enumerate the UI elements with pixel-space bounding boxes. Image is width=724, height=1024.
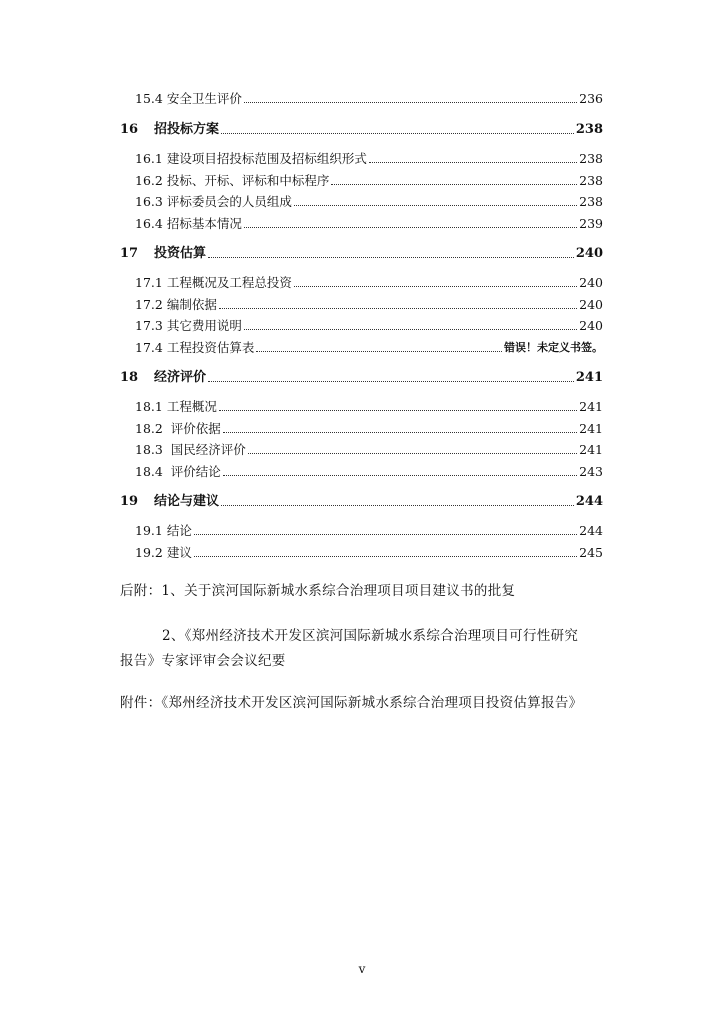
toc-leader — [194, 556, 577, 557]
toc-title: 评价依据 — [166, 421, 221, 436]
toc-number: 17 — [120, 246, 139, 261]
toc-page: 245 — [579, 545, 603, 560]
toc-number: 16.3 — [135, 194, 163, 209]
toc-number: 19.1 — [135, 523, 163, 538]
toc-number: 17.1 — [135, 275, 163, 290]
toc-page: 241 — [579, 421, 603, 436]
toc-leader — [221, 133, 574, 134]
attachment-line: 附件：《郑州经济技术开发区滨河国际新城水系综合治理项目投资估算报告》 — [120, 695, 583, 711]
toc-leader — [219, 308, 577, 309]
toc-page: 236 — [579, 91, 603, 106]
toc-title: 编制依据 — [166, 297, 217, 312]
toc-number: 16.4 — [135, 216, 163, 231]
toc-entry-18-1[interactable] — [120, 396, 603, 416]
toc-title: 评标委员会的人员组成 — [166, 194, 292, 209]
toc-entry-16-4[interactable] — [120, 213, 603, 233]
toc-number: 18.3 — [135, 442, 163, 457]
toc-leader — [219, 410, 577, 411]
toc-page-error: 错误！未定义书签。 — [504, 341, 603, 354]
toc-number: 16.1 — [135, 151, 163, 166]
toc-title: 招标基本情况 — [166, 216, 242, 231]
toc-number: 18.4 — [135, 464, 163, 479]
toc-leader — [194, 534, 577, 535]
toc-entry-17-1[interactable] — [120, 272, 603, 292]
toc-title: 安全卫生评价 — [166, 91, 242, 106]
toc-entry-18-3[interactable] — [120, 439, 603, 459]
toc-leader — [331, 184, 577, 185]
toc-entry-16-1[interactable] — [120, 148, 603, 168]
toc-page: 240 — [579, 318, 603, 333]
toc-entry-17[interactable] — [120, 243, 603, 263]
toc-leader — [223, 475, 577, 476]
toc-page: 244 — [579, 523, 603, 538]
toc-page: 240 — [575, 246, 603, 261]
toc-entry-19-1[interactable] — [120, 520, 603, 540]
toc-page: 238 — [575, 122, 603, 137]
page-number: v — [358, 962, 366, 976]
toc-page: 240 — [579, 297, 603, 312]
toc-entry-17-4[interactable] — [120, 337, 603, 357]
toc-entry-19[interactable] — [120, 491, 603, 511]
toc-title: 结论与建议 — [154, 494, 220, 509]
toc-title: 工程概况 — [166, 399, 217, 414]
toc-page: 239 — [579, 216, 603, 231]
toc-leader — [221, 505, 574, 506]
toc-number: 16 — [120, 122, 139, 137]
toc-entry-18-4[interactable] — [120, 461, 603, 481]
toc-page: 243 — [579, 464, 603, 479]
toc-title: 建设项目招投标范围及招标组织形式 — [166, 151, 367, 166]
toc-leader — [244, 227, 577, 228]
toc-title: 国民经济评价 — [166, 442, 246, 457]
toc-title: 投资估算 — [154, 246, 207, 261]
toc-entry-19-2[interactable] — [120, 542, 603, 562]
toc-title: 结论 — [166, 523, 192, 538]
toc-number: 17.4 — [135, 340, 163, 355]
toc-title: 建议 — [166, 545, 192, 560]
toc-leader — [248, 453, 577, 454]
toc-number: 18 — [120, 370, 139, 385]
appendix-line-3: 报告》专家评审会会议纪要 — [120, 653, 286, 669]
toc-entry-18[interactable] — [120, 367, 603, 387]
toc-title: 其它费用说明 — [166, 318, 242, 333]
toc-page: 238 — [579, 151, 603, 166]
toc-page: 240 — [579, 275, 603, 290]
toc-number: 17.2 — [135, 297, 163, 312]
toc-page: 241 — [579, 399, 603, 414]
toc-entry-17-2[interactable] — [120, 294, 603, 314]
toc-title: 投标、开标、评标和中标程序 — [166, 173, 330, 188]
toc-leader — [223, 432, 577, 433]
toc-number: 19 — [120, 494, 139, 509]
toc-title: 经济评价 — [154, 370, 207, 385]
toc-entry-16-3[interactable] — [120, 191, 603, 211]
toc-number: 19.2 — [135, 545, 163, 560]
appendix-line-2: 2、《郑州经济技术开发区滨河国际新城水系综合治理项目可行性研究 — [162, 628, 579, 644]
toc-title: 评价结论 — [166, 464, 221, 479]
toc-title: 工程概况及工程总投资 — [166, 275, 292, 290]
toc-entry-15-4[interactable] — [120, 88, 603, 108]
toc-number: 17.3 — [135, 318, 163, 333]
toc-page: 241 — [575, 370, 603, 385]
toc-page: 244 — [575, 494, 603, 509]
toc-entry-16[interactable] — [120, 119, 603, 139]
toc-leader — [369, 162, 577, 163]
toc-leader — [294, 205, 577, 206]
toc-leader — [256, 351, 502, 352]
toc-title: 工程投资估算表 — [166, 340, 255, 355]
toc-page: 238 — [579, 173, 603, 188]
toc-entry-16-2[interactable] — [120, 170, 603, 190]
toc-page: 241 — [579, 442, 603, 457]
toc-number: 18.2 — [135, 421, 163, 436]
toc-leader — [244, 329, 577, 330]
appendix-line-1: 后附：1、关于滨河国际新城水系综合治理项目项目建议书的批复 — [120, 583, 516, 599]
toc-leader — [294, 286, 577, 287]
toc-entry-17-3[interactable] — [120, 315, 603, 335]
toc-entry-18-2[interactable] — [120, 418, 603, 438]
toc-number: 16.2 — [135, 173, 163, 188]
toc-number: 18.1 — [135, 399, 163, 414]
toc-number: 15.4 — [135, 91, 163, 106]
toc-leader — [208, 381, 574, 382]
toc-title: 招投标方案 — [154, 122, 220, 137]
toc-leader — [208, 257, 574, 258]
toc-page: 238 — [579, 194, 603, 209]
toc-leader — [244, 102, 577, 103]
